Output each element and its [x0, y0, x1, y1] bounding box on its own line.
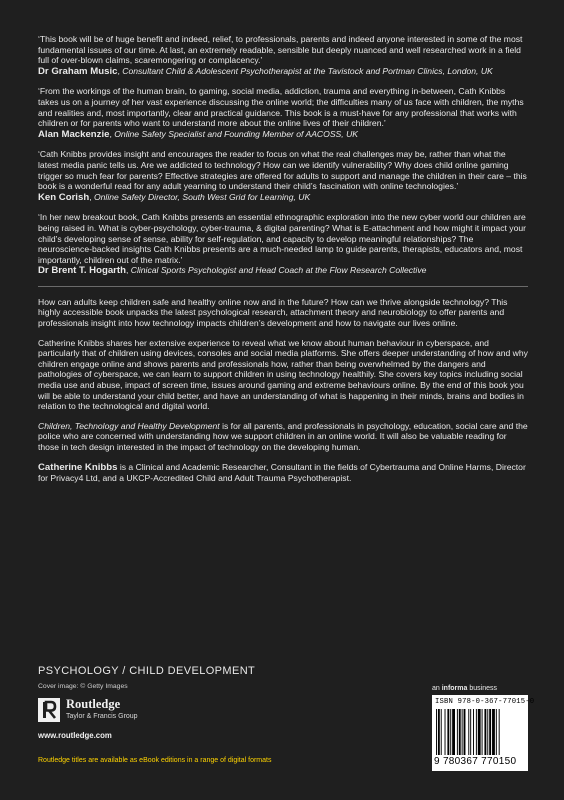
isbn-barcode [432, 695, 535, 771]
review-quote: ‘Cath Knibbs provides insight and encourages the reader to focus on what the real challenges may be, rather than what the latest media panic tells us. Are we addicted to technology? How can we identify vulnerability? Why does child online gaming trigger so much fear for parents? Effective strategies are offered for adults to support and manage the children in their care – this book is a wonderful read for any adult yearning to understand their child’s fascination with online technologies.’ [38, 149, 527, 192]
informa-business-label: an informa business [432, 685, 497, 692]
reviewer-name: Alan Mackenzie [38, 128, 110, 140]
ebook-note: Routledge titles are available as eBook editions in a range of digital formats [38, 757, 272, 764]
back-cover-content [38, 34, 528, 493]
book-title: Children, Technology and Healthy Development [38, 420, 220, 431]
routledge-logo [38, 697, 178, 723]
publisher-group: Taylor & Francis Group [66, 713, 138, 720]
reviewer-role: Online Safety Specialist and Founding Member of AACOSS, UK [114, 128, 359, 139]
publisher-name: Routledge [66, 697, 121, 711]
review-1: ‘This book will be of huge benefit and indeed, relief, to professionals, parents and indeed anyone interested in some of the most fundamental issues of our time. At last, an extremely readable, sensible but deeply nuanced and well researched work in a field full of over-blown claims, scaremongering or complacency.’ Dr Graham Music, Consultant Child & Adolescent Psychotherapist at the Tavistock and Portman Clinics, London, UK [38, 34, 528, 77]
reviewer-role: Consultant Child & Adolescent Psychotherapist at the Tavistock and Portman Clinics, London, UK [122, 65, 493, 76]
description-paragraph-1: How can adults keep children safe and healthy online now and in the future? How can we thrive alongside technology? This highly accessible book unpacks the latest psychological research, attachment theory and neurobiology to offer parents and professionals insight into how technology impacts children’s development and how to navigate our lives online. [38, 296, 508, 329]
isbn-text: ISBN 978-0-367-77015-0 [435, 698, 535, 706]
reviewer-name: Dr Graham Music [38, 65, 118, 77]
section-divider [38, 286, 528, 287]
reviewer-role: Clinical Sports Psychologist and Head Coach at the Flow Research Collective [130, 265, 427, 276]
author-name: Catherine Knibbs [38, 461, 118, 473]
review-4: ‘In her new breakout book, Cath Knibbs presents an essential ethnographic exploration into the new cyber world our children are being raised in. What is cyber-psychology, cyber-trauma, & digital parenting? What is E-attachment and how might it impact your child’s developing sense of sense, ability for self-regulation, and capacity to develop meaningful relationships? The neuroscience-backed insights Cath Knibbs presents are a much-needed lamp to guide parents, therapists, educators and, most importantly, children out of the matrix.’ Dr Brent T. Hogarth, Clinical Sports Psychologist and Head Coach at the Flow Research Collective [38, 212, 526, 277]
reviewer-name: Ken Corish [38, 191, 90, 203]
review-quote: ‘From the workings of the human brain, to gaming, social media, addiction, trauma and everything in-between, Cath Knibbs takes us on a journey of her vast experience discussing the online world; the difficulties many of us face with children, the myths and realities and, most importantly, clear and practical guidance. This book is a must-have for any professional that works with children or for parents who want to understand more about the online lives of their children.’ [38, 86, 524, 129]
cover-image-credit: Cover image: © Getty Images [38, 683, 128, 690]
subject-category: PSYCHOLOGY / CHILD DEVELOPMENT [38, 665, 256, 677]
description-paragraph-2: Catherine Knibbs shares her extensive experience to reveal what we know about human behaviour in cyberspace, and particularly that of children using devices, consoles and social media platforms. She offers deeper understanding of how and why children engage online and shows parents and professionals how, rather than being overwhelmed by the dangers and pathologies of cyberspace, we can learn to support children in using technology healthily. She covers key topics including social media use and abuse, impact of screen time, issues around gaming and extreme behaviours online. By the end of this book you will be able to understand your child better, and have an understanding of what is happening in their minds, brains and bodies in relation to the technological and digital world. [38, 337, 528, 412]
reviewer-name: Dr Brent T. Hogarth [38, 265, 126, 277]
description-paragraph-3: Children, Technology and Healthy Development is for all parents, and professionals in psychology, education, social care and the police who are concerned with understanding how we support children in an online world. It will also be valuable reading for those in tech design interested in the impact of technology on the developing human. [38, 420, 528, 452]
review-2: ‘From the workings of the human brain, to gaming, social media, addiction, trauma and everything in-between, Cath Knibbs takes us on a journey of her vast experience discussing the online world; the difficulties many of us face with children, the myths and realities and, most importantly, clear and practical guidance. This book is a must-have for any professional that works with children or for parents who want to understand more about the online lives of their children.’ Alan Mackenzie, Online Safety Specialist and Founding Member of AACOSS, UK [38, 86, 528, 140]
barcode-digits: 9 780367 770150 [434, 756, 517, 767]
barcode-icon [436, 709, 524, 755]
reviewer-role: Online Safety Director, South West Grid for Learning, UK [93, 191, 311, 202]
author-bio: Catherine Knibbs is a Clinical and Academic Researcher, Consultant in the fields of Cybertrauma and Online Harms, Director for Privacy4 Ltd, and a UKCP-Accredited Child and Adult Trauma Psychotherapist. [38, 461, 526, 484]
review-quote: ‘In her new breakout book, Cath Knibbs presents an essential ethnographic exploration into the new cyber world our children are being raised in. What is cyber-psychology, cyber-trauma, & digital parenting? What is E-attachment and how might it impact your child’s developing sense of sense, ability for self-regulation, and capacity to develop meaningful relationships? The neuroscience-backed insights Cath Knibbs presents are a much-needed lamp to guide parents, therapists, educators and, most importantly, children out of the matrix.’ [38, 212, 526, 265]
review-quote: ‘This book will be of huge benefit and indeed, relief, to professionals, parents and indeed anyone interested in some of the most fundamental issues of our time. At last, an extremely readable, sensible but deeply nuanced and well researched work in a field full of over-blown claims, scaremongering or complacency.’ [38, 34, 523, 66]
routledge-mark-icon [38, 698, 60, 722]
publisher-url[interactable]: www.routledge.com [38, 731, 112, 740]
review-3: ‘Cath Knibbs provides insight and encourages the reader to focus on what the real challenges may be, rather than what the latest media panic tells us. Are we addicted to technology? How can we identify vulnerability? Why does child online gaming trigger so much fear for parents? Effective strategies are offered for adults to support and manage the children in their care – this book is a wonderful read for any adult yearning to understand their child’s fascination with online technologies.’ Ken Corish, Online Safety Director, South West Grid for Learning, UK [38, 149, 527, 203]
